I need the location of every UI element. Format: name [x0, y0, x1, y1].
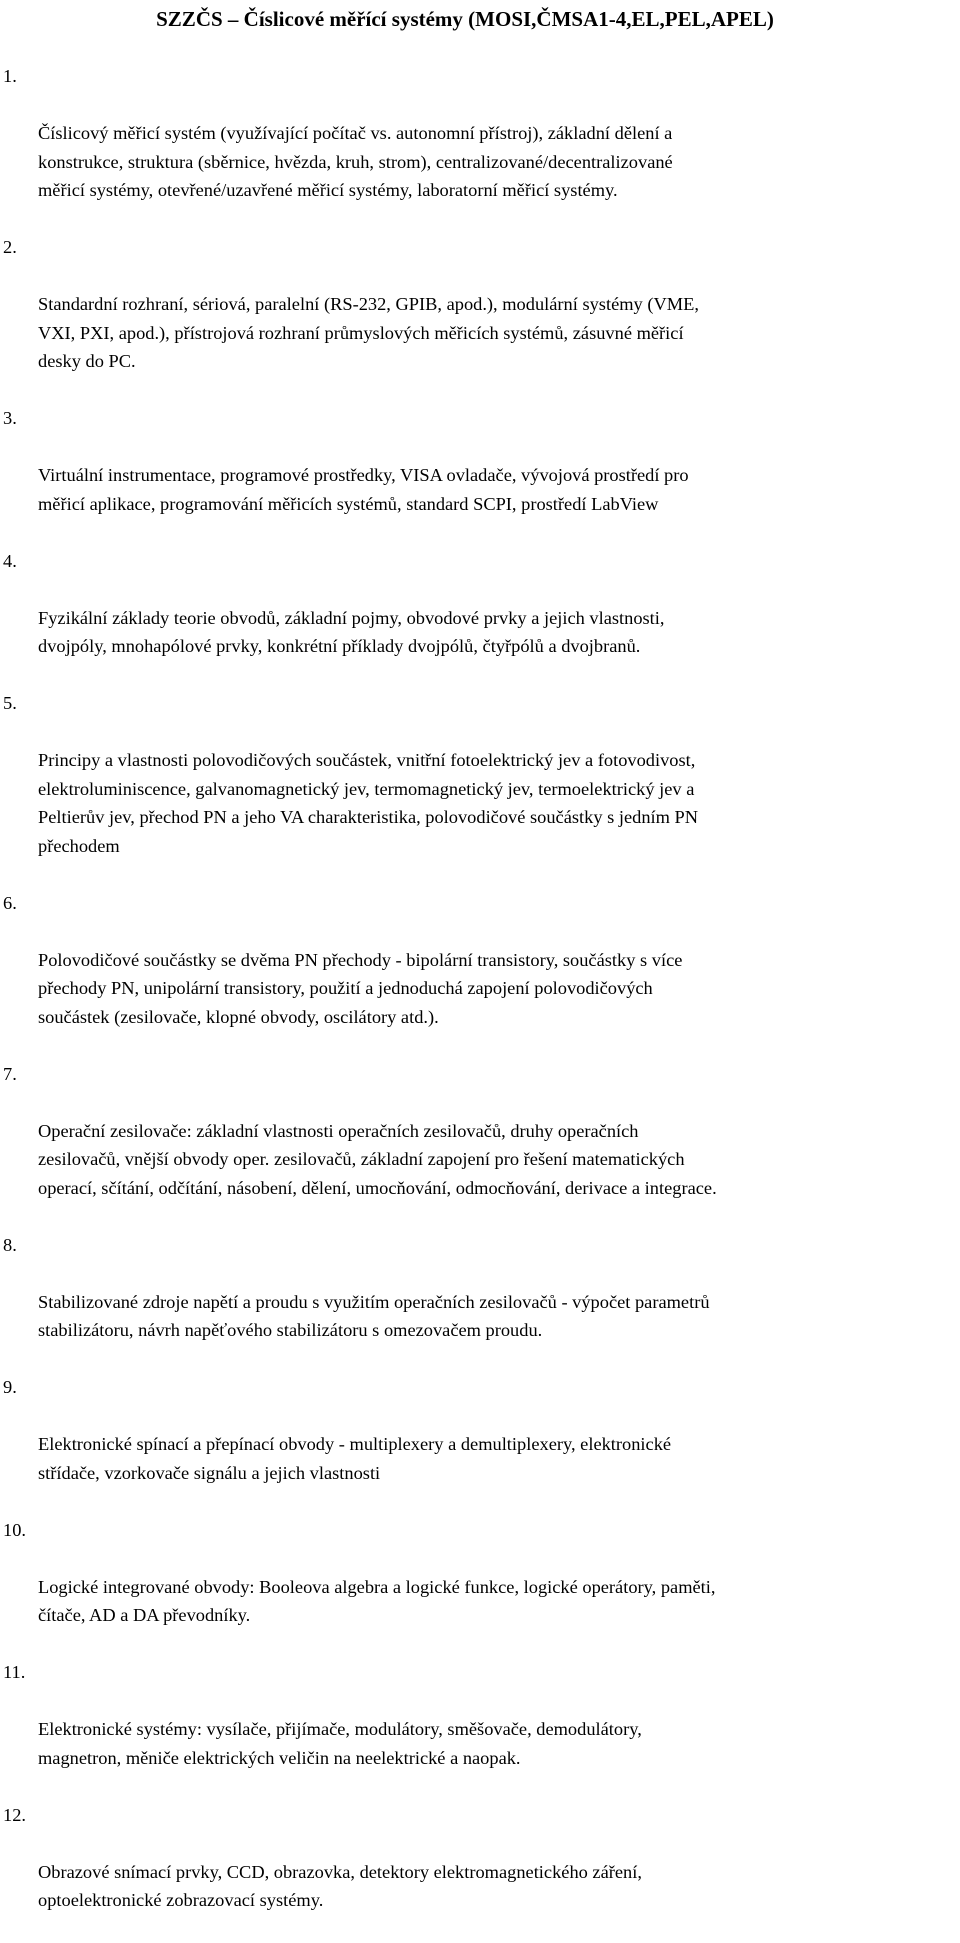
- document-page: [0, 0, 960, 924]
- item-text: Operační zesilovače: základní vlastnosti operačních zesilovačů, druhy operačních zesilovačů, vnější obvody oper. zesilovačů, základní zapojení pro řešení matematických operací, sčítání, odčítání, násobení, dělení, umocňování, odmocňování, derivace a integrace.: [38, 1117, 960, 1203]
- list-item: [0, 889, 960, 1060]
- list-item: [0, 233, 960, 404]
- item-text: Principy a vlastnosti polovodičových součástek, vnitřní fotoelektrický jev a fotovodivost, elektroluminiscence, galvanomagnetický jev, termomagnetický jev, termoelektrický jev a Peltierův jev, přechod PN a jeho VA charakteristika, polovodičové součástky s jedním PN přechodem: [38, 746, 960, 860]
- list-item: [0, 1231, 960, 1374]
- item-number: 11.: [3, 1658, 25, 1687]
- topic-list: [0, 62, 960, 1943]
- item-number: 10.: [3, 1516, 26, 1545]
- item-number: 9.: [3, 1373, 17, 1402]
- list-item: [0, 1060, 960, 1231]
- item-text: Číslicový měřicí systém (využívající počítač vs. autonomní přístroj), základní dělení a konstrukce, struktura (sběrnice, hvězda, kruh, strom), centralizované/decentralizované měřicí systémy, otevřené/uzavřené měřicí systémy, laboratorní měřicí systémy.: [38, 119, 960, 205]
- list-item: [0, 547, 960, 690]
- item-number: 8.: [3, 1231, 17, 1260]
- item-text: Stabilizované zdroje napětí a proudu s využitím operačních zesilovačů - výpočet parametrů stabilizátoru, návrh napěťového stabilizátoru s omezovačem proudu.: [38, 1288, 960, 1345]
- list-item: [0, 62, 960, 233]
- list-item: [0, 1373, 960, 1516]
- item-text: Logické integrované obvody: Booleova algebra a logické funkce, logické operátory, paměti, čítače, AD a DA převodníky.: [38, 1573, 960, 1630]
- item-number: 5.: [3, 689, 17, 718]
- item-number: 7.: [3, 1060, 17, 1089]
- item-text: Elektronické spínací a přepínací obvody - multiplexery a demultiplexery, elektronické střídače, vzorkovače signálu a jejich vlastnosti: [38, 1430, 960, 1487]
- item-number: 12.: [3, 1801, 26, 1830]
- document-title: SZZČS – Číslicové měřící systémy (MOSI,ČMSA1-4,EL,PEL,APEL): [0, 6, 930, 32]
- list-item: [0, 1516, 960, 1659]
- list-item: [0, 1658, 960, 1801]
- item-text: Virtuální instrumentace, programové prostředky, VISA ovladače, vývojová prostředí pro měřicí aplikace, programování měřicích systémů, standard SCPI, prostředí LabView: [38, 461, 960, 518]
- list-item: [0, 689, 960, 889]
- item-number: 1.: [3, 62, 17, 91]
- item-number: 3.: [3, 404, 17, 433]
- item-number: 6.: [3, 889, 17, 918]
- item-text: Polovodičové součástky se dvěma PN přechody - bipolární transistory, součástky s více přechody PN, unipolární transistory, použití a jednoduchá zapojení polovodičových součástek (zesilovače, klopné obvody, oscilátory atd.).: [38, 946, 960, 1032]
- item-text: Obrazové snímací prvky, CCD, obrazovka, detektory elektromagnetického záření, optoelektronické zobrazovací systémy.: [38, 1858, 960, 1915]
- item-text: Elektronické systémy: vysílače, přijímače, modulátory, směšovače, demodulátory, magnetron, měniče elektrických veličin na neelektrické a naopak.: [38, 1715, 960, 1772]
- list-item: [0, 404, 960, 547]
- list-item: [0, 1801, 960, 1943]
- item-number: 2.: [3, 233, 17, 262]
- item-text: Fyzikální základy teorie obvodů, základní pojmy, obvodové prvky a jejich vlastnosti, dvojpóly, mnohapólové prvky, konkrétní příklady dvojpólů, čtyřpólů a dvojbranů.: [38, 604, 960, 661]
- item-text: Standardní rozhraní, sériová, paralelní (RS-232, GPIB, apod.), modulární systémy (VME, VXI, PXI, apod.), přístrojová rozhraní průmyslových měřicích systémů, zásuvné měřicí desky do PC.: [38, 290, 960, 376]
- item-number: 4.: [3, 547, 17, 576]
